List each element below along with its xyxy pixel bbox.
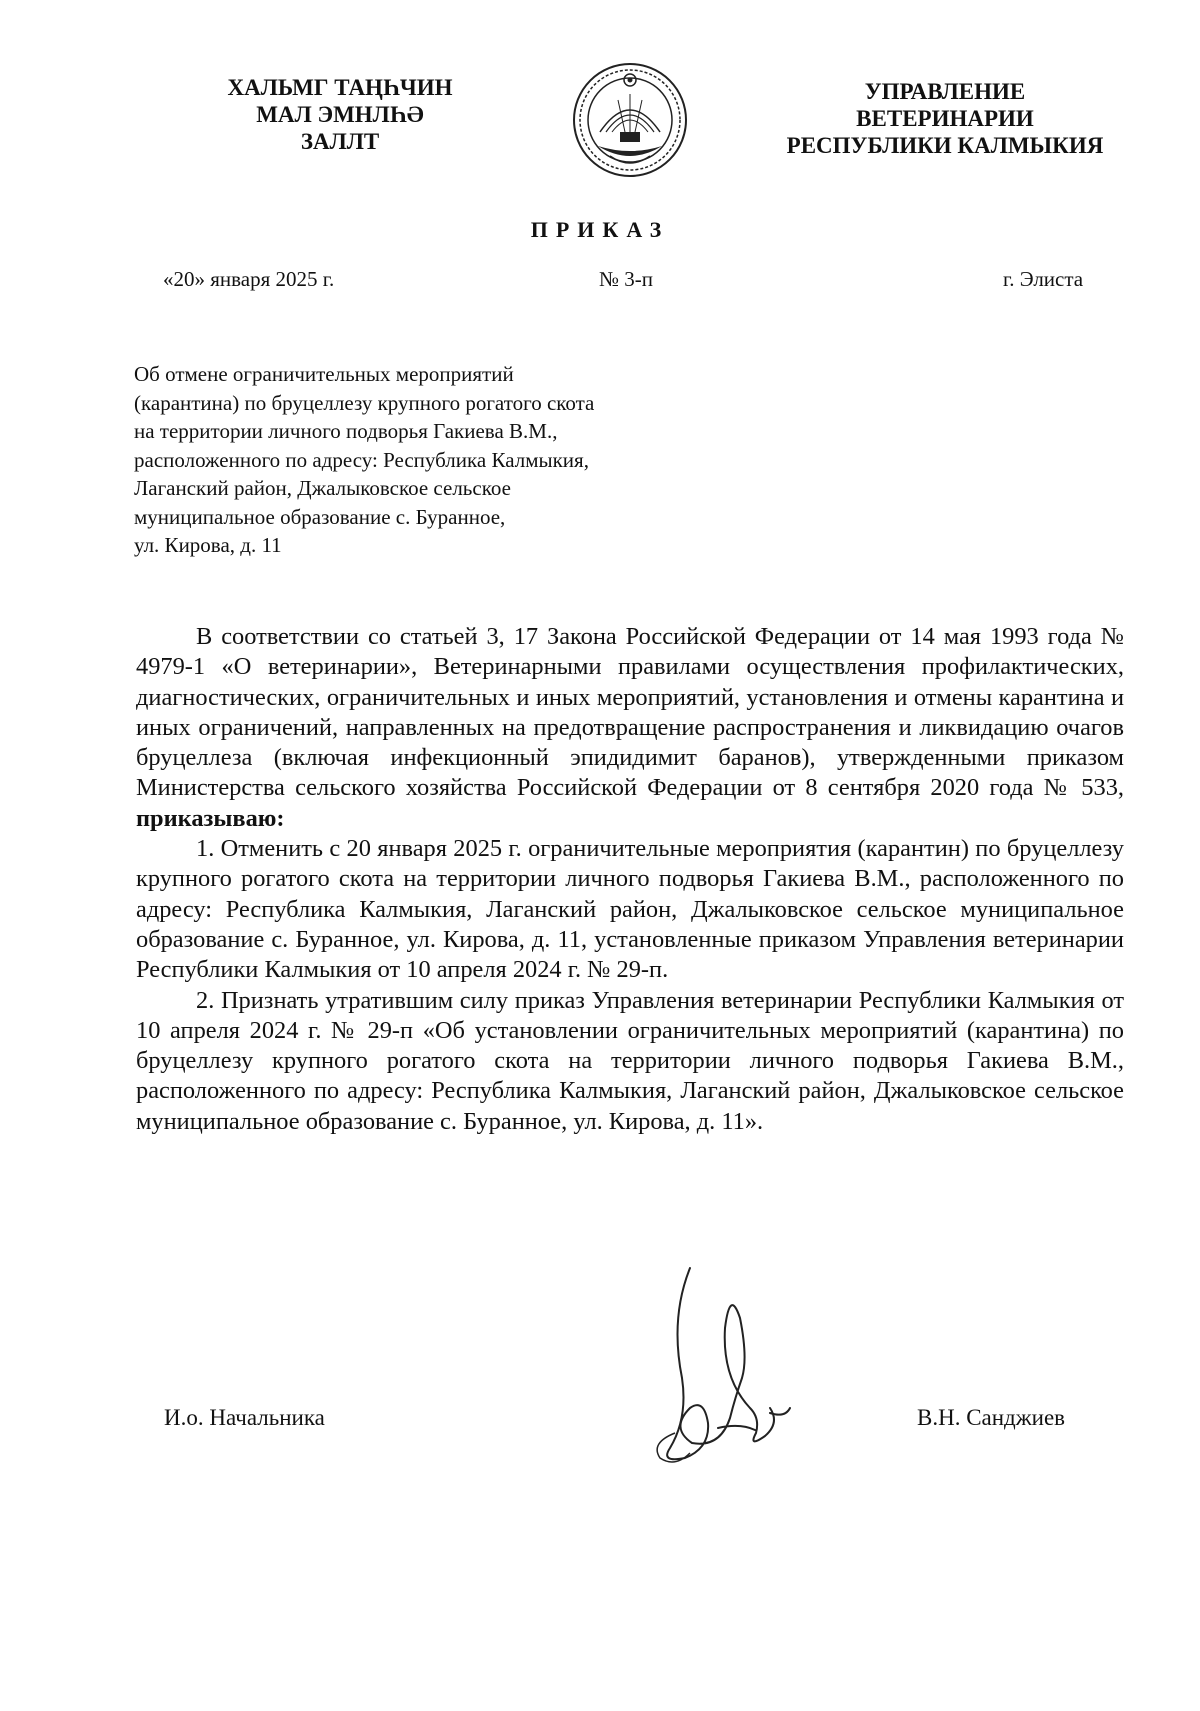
- document-number: № 3-п: [599, 267, 654, 291]
- subject-line: ул. Кирова, д. 11: [134, 533, 282, 557]
- header-left-line: ХАЛЬМГ ТАҢҺЧИН: [227, 75, 453, 100]
- header-left-line: МАЛ ЭМНЛҺӘ: [256, 102, 424, 127]
- subject-line: расположенного по адресу: Республика Калмыкия,: [134, 447, 589, 472]
- header-right-line: УПРАВЛЕНИЕ: [864, 79, 1026, 104]
- header-left-line: ЗАЛЛТ: [300, 129, 380, 154]
- document-body: [136, 622, 1124, 1137]
- preamble-paragraph: [136, 622, 1124, 834]
- document-title: ПРИКАЗ: [530, 217, 670, 242]
- subject-line: Лаганский район, Джалыковское сельское: [134, 476, 511, 500]
- signer-role: И.о. Начальника: [164, 1405, 325, 1430]
- order-item-1: 1. Отменить с 20 января 2025 г. ограничительные мероприятия (карантин) по бруцеллезу крупного рогатого скота на территории личного подворья Гакиева В.М., расположенного по адресу: Республика Калмыкия, Лаганский район, Джалыковское сельское муниципальное образование с. Буранное, ул. Кирова, д. 11, установленные приказом Управления ветеринарии Республики Калмыкия от 10 апреля 2024 г. № 29-п.: [136, 835, 1124, 984]
- document-date: «20» января 2025 г.: [163, 267, 335, 291]
- document-city: г. Элиста: [1003, 267, 1084, 291]
- preamble-text: В соответствии со статьей 3, 17 Закона Российской Федерации от 14 мая 1993 года № 4979-1 «О ветеринарии», Ветеринарными правилами осуществления профилактических, диагностических, ограничительных и иных мероприятий, установления и отмены карантина и иных ограничений, направленных на предотвращение распространения и ликвидацию очагов бруцеллеза (включая инфекционный эпидидимит баранов), утвержденными приказом Министерства сельского хозяйства Российской Федерации от 8 сентября 2020 года № 533,: [136, 623, 1124, 802]
- handwritten-signature: [630, 1258, 810, 1488]
- header-kalmyk-name: [195, 74, 485, 155]
- kalmykia-emblem-icon: [570, 60, 690, 180]
- subject-line: Об отмене ограничительных мероприятий: [134, 362, 514, 386]
- order-word: приказываю:: [136, 804, 285, 832]
- subject-line: (карантина) по бруцеллезу крупного рогатого скота: [134, 390, 595, 415]
- header-russian-name: [745, 78, 1145, 159]
- signer-name: В.Н. Санджиев: [917, 1405, 1066, 1430]
- subject-line: муниципальное образование с. Буранное,: [134, 504, 506, 529]
- header-right-line: ВЕТЕРИНАРИИ: [856, 106, 1034, 131]
- order-item-2: 2. Признать утратившим силу приказ Управления ветеринарии Республики Калмыкия от 10 апреля 2024 г. № 29-п «Об установлении ограничительных мероприятий (карантина) по бруцеллезу крупного рогатого скота на территории личного подворья Гакиева В.М., расположенного по адресу: Республика Калмыкия, Лаганский район, Джалыковское сельское муниципальное образование с. Буранное, ул. Кирова, д. 11».: [136, 986, 1124, 1135]
- header-right-line: РЕСПУБЛИКИ КАЛМЫКИЯ: [786, 133, 1104, 158]
- document-subject: [134, 360, 694, 560]
- subject-line: на территории личного подворья Гакиева В.М.,: [134, 419, 558, 443]
